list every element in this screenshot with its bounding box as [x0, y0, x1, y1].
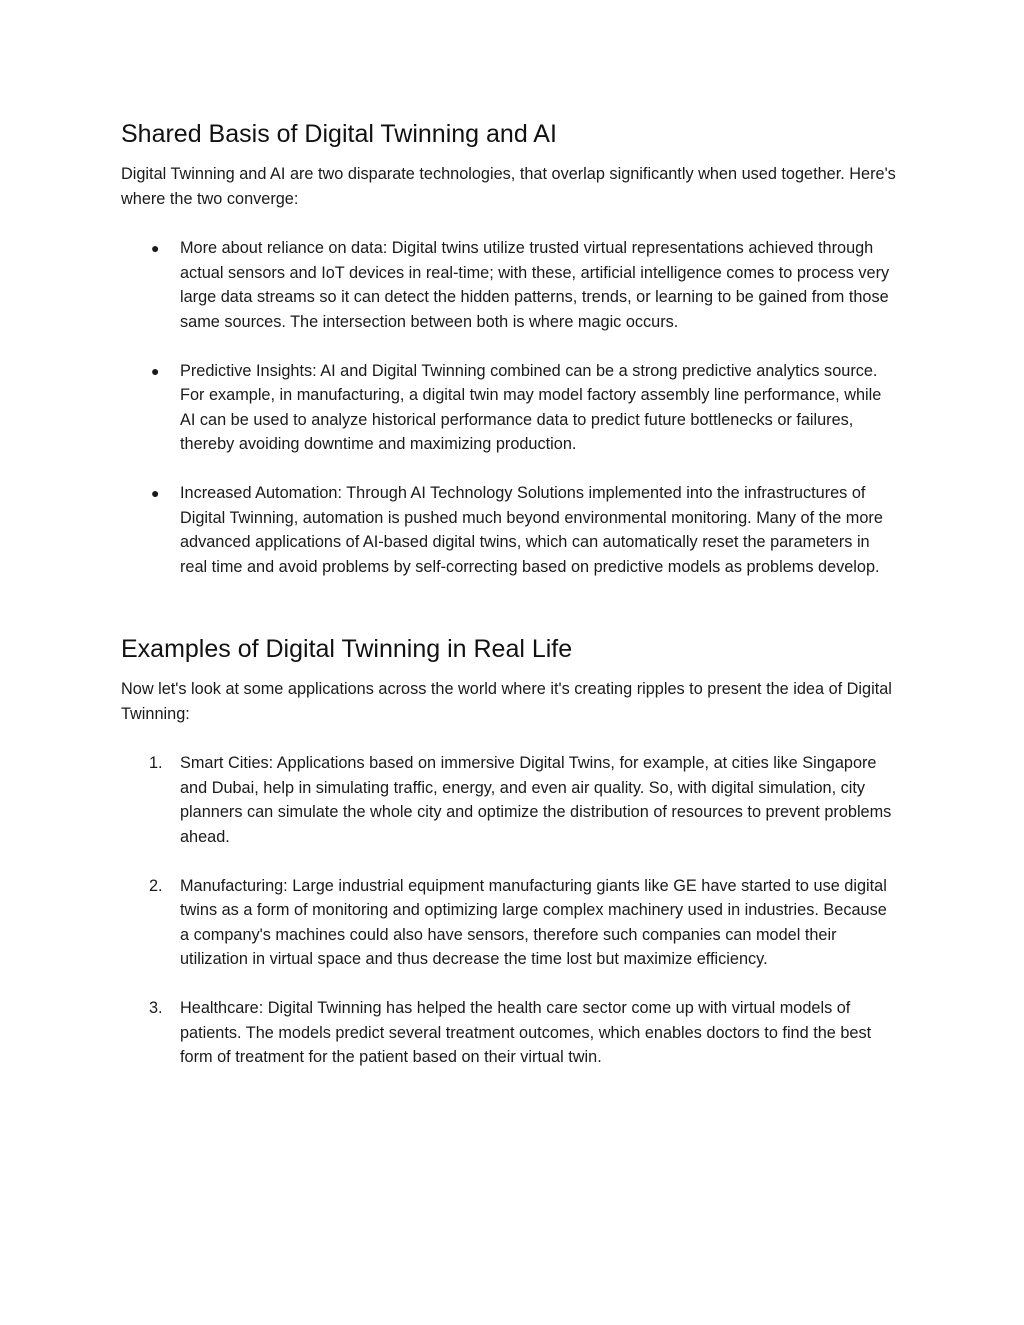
list-item: [121, 996, 896, 1070]
document-page: [121, 118, 896, 1070]
section-intro: Now let's look at some applications across the world where it's creating ripples to present the idea of Digital Twinning:: [121, 680, 892, 723]
list-item: [121, 236, 896, 334]
list-item: [121, 751, 896, 849]
list-item-text: Healthcare: Digital Twinning has helped the health care sector come up with virtual models of patients. The models predict several treatment outcomes, which enables doctors to find the best form of treatment for the patient based on their virtual twin.: [180, 999, 872, 1066]
list-item: [121, 874, 896, 972]
section-intro: Digital Twinning and AI are two disparate technologies, that overlap significantly when used together. Here's where the two converge:: [121, 165, 896, 208]
list-number: 2.: [149, 876, 163, 895]
bullet-icon: ●: [151, 485, 160, 501]
list-item: [121, 481, 896, 579]
bullet-icon: ●: [151, 362, 160, 379]
list-item-text: More about reliance on data: Digital twins utilize trusted virtual representations achieved through actual sensors and IoT devices in real-time; with these, artificial intelligence comes to process very large data streams so it can detect the hidden patterns, trends, or learning to be gained from those same sources. The intersection between both is where magic occurs.: [180, 239, 890, 331]
section-shared-basis: [121, 118, 896, 579]
list-item-text: Smart Cities: Applications based on immersive Digital Twins, for example, at cities like Singapore and Dubai, help in simulating traffic, energy, and even air quality. So, with digital simulation, city planners can simulate the whole city and optimize the distribution of resources to prevent problems ahead.: [180, 754, 892, 846]
numbered-list: [121, 751, 896, 1070]
list-number: 1.: [149, 754, 163, 772]
section-heading: Shared Basis of Digital Twinning and AI: [121, 120, 557, 148]
bullet-list: [121, 236, 896, 579]
bullet-icon: ●: [151, 240, 160, 256]
list-item-text: Manufacturing: Large industrial equipment manufacturing giants like GE have started to use digital twins as a form of monitoring and optimizing large complex machinery used in industries. Because a company's machines could also have sensors, therefore such companies can model their utilization in virtual space and thus decrease the time lost but maximize efficiency.: [180, 876, 887, 968]
section-heading: Examples of Digital Twinning in Real Life: [121, 635, 573, 663]
list-item: [121, 359, 896, 457]
list-number: 3.: [149, 999, 163, 1017]
section-real-life-examples: [121, 633, 896, 1070]
list-item-text: Increased Automation: Through AI Technology Solutions implemented into the infrastructures of Digital Twinning, automation is pushed much beyond environmental monitoring. Many of the more advanced applications of AI-based digital twins, which can automatically reset the parameters in real time and avoid problems by self-correcting based on predictive models as problems develop.: [180, 484, 883, 576]
list-item-text: Predictive Insights: AI and Digital Twinning combined can be a strong predictive analytics source. For example, in manufacturing, a digital twin may model factory assembly line performance, while AI can be used to analyze historical performance data to predict future bottlenecks or failures, thereby avoiding downtime and maximizing production.: [180, 361, 882, 453]
